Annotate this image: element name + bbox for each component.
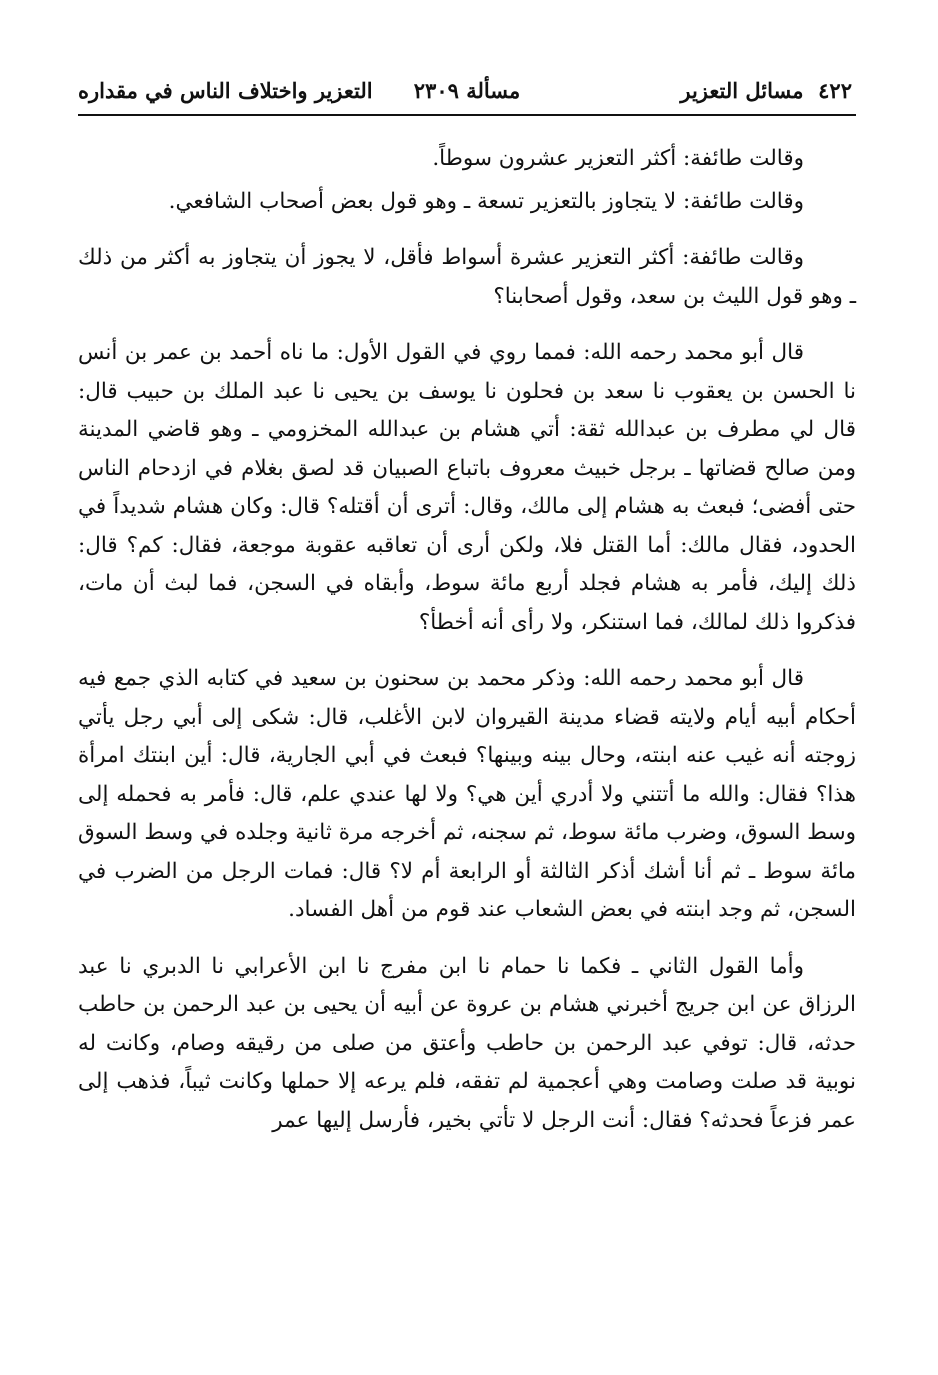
page-number: ٤٢٢ [818,78,852,103]
paragraph: قال أبو محمد رحمه الله: وذكر محمد بن سحنون بن سعيد في كتابه الذي جمع فيه أحكام أبيه أيام ولايته قضاء مدينة القيروان لابن الأغلب، قال: شكى إلى أبي رجل يأتي زوجته أنه غيب عنه ابنته، وحال بينه وبينها؟ فبعث في أبي الجارية، قال: أين ابنتك امرأة هذا؟ فقال: والله ما أتتني ولا أدري أين هي؟ ولا لها عندي علم، قال: فأمر به فحمله إلى وسط السوق، وضرب مائة سوط، ثم سجنه، ثم أخرجه مرة ثانية وجلده في وسط السوق مائة سوط ـ ثم أنا أشك أذكر الثالثة أو الرابعة أم لا؟ قال: فمات الرجل من الضرب في السجن، ثم وجد ابنته في بعض الشعاب عند قوم من أهل الفساد. [78,666,856,922]
book-section: مسائل التعزير [680,78,804,103]
paragraph: قال أبو محمد رحمه الله: فمما روي في القول الأول: ما ناه أحمد بن عمر بن أنس نا الحسن بن يعقوب نا سعد بن فحلون نا يوسف بن يحيى نا عبد الملك بن حبيب قال: قال لي مطرف بن عبدالله ثقة: أتي هشام بن عبدالله المخزومي ـ وهو قاضي المدينة ومن صالح قضاتها ـ برجل خبيث معروف باتباع الصبيان قد لصق بغلام في ازدحام الناس حتى أفضى؛ فبعث به هشام إلى مالك، وقال: أترى أن أقتله؟ قال: وكان هشام شديداً في الحدود، فقال مالك: أما القتل فلا، ولكن أرى أن تعاقبه عقوبة موجعة، فقال: كم؟ قال: ذلك إليك، فأمر به هشام فجلد أربع مائة سوط، وأبقاه في السجن، فما لبث أن مات، فذكروا ذلك لمالك، فما استنكر، ولا رأى أنه أخطأ؟ [78,340,856,635]
paragraph: وقالت طائفة: لا يتجاوز بالتعزير تسعة ـ وهو قول بعض أصحاب الشافعي. [168,188,804,214]
paragraph: وقالت طائفة: أكثر التعزير عشرون سوطاً. [432,146,804,171]
issue-label: مسألة ٢٣٠٩ [413,78,521,103]
book-page [78,70,856,1158]
running-header [78,70,856,116]
header-right [680,78,852,103]
paragraph: وقالت طائفة: أكثر التعزير عشرة أسواط فأقل، لا يجوز أن يتجاوز به أكثر من ذلك ـ وهو قول الليث بن سعد، وقول أصحابنا؟ [78,245,856,309]
topic-title: التعزير واختلاف الناس في مقداره [78,78,373,103]
paragraph: وأما القول الثاني ـ فكما نا حمام نا ابن مفرج نا ابن الأعرابي نا الدبري نا عبد الرزاق عن ابن جريج أخبرني هشام بن عروة عن أبيه أن يحيى بن عبد الرحمن بن حاطب حدثه، قال: توفي عبد الرحمن بن حاطب وأعتق من صلى من رقيقه وصام، وكانت له نوبية قد صلت وصامت وهي أعجمية لم تفقه، فلم يرعه إلا حملها وكانت ثيباً، فذهب إلى عمر فزعاً فحدثه؟ فقال: أنت الرجل لا تأتي بخير، فأرسل إليها عمر [78,953,856,1133]
page-body [78,116,856,1140]
